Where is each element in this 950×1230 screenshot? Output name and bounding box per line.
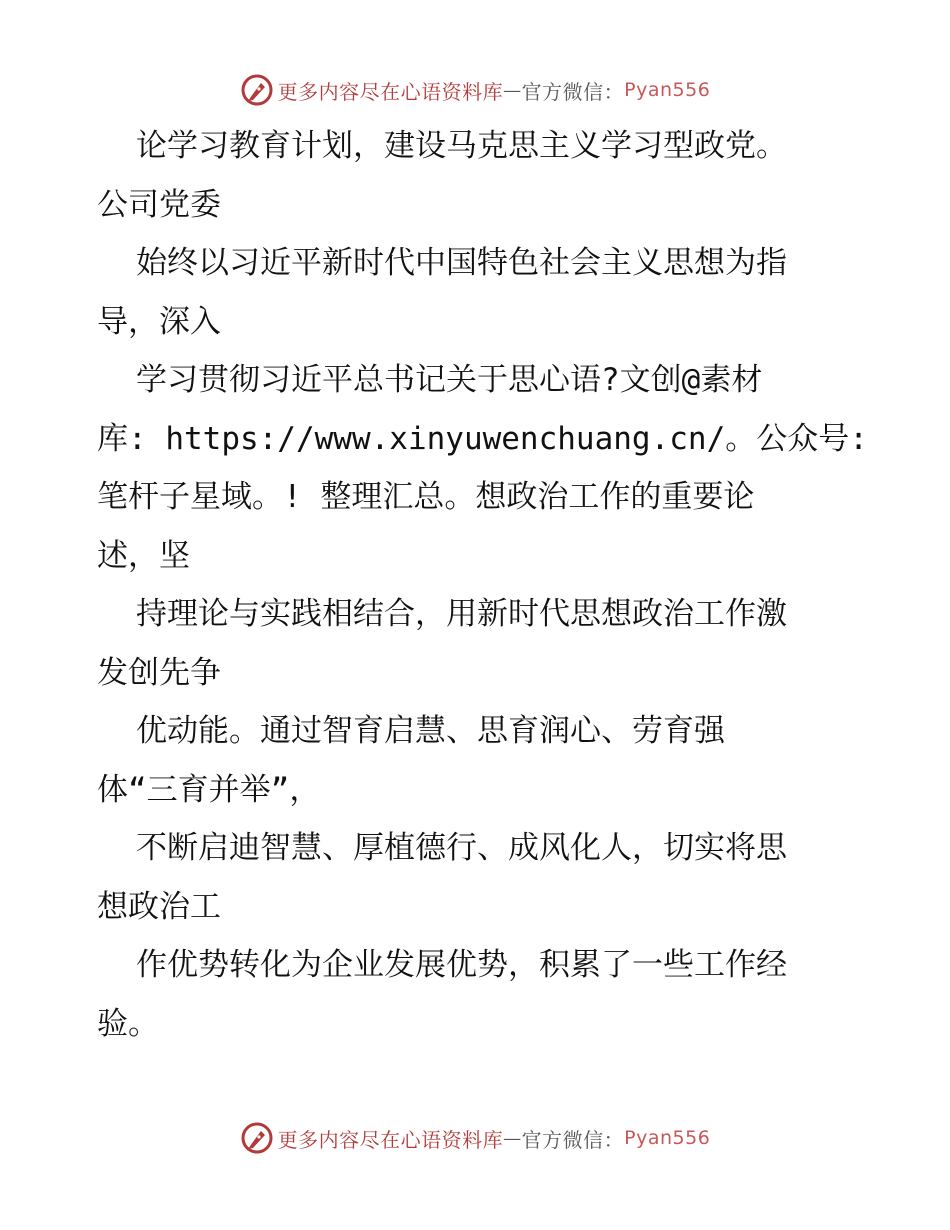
body-line: 述，坚: [97, 537, 190, 574]
pen-nib-logo-icon: [240, 73, 274, 107]
body-line-link: 库: https://www.xinyuwenchuang.cn/。公众号:: [97, 420, 868, 457]
body-line: 想政治工: [97, 888, 221, 925]
footer-banner: [0, 1118, 950, 1158]
body-text: [97, 117, 867, 1053]
pen-nib-logo-icon: [240, 1121, 274, 1155]
body-line: 体“三育并举”，: [97, 771, 321, 808]
body-line: 优动能。通过智育启慧、思育润心、劳育强: [136, 713, 725, 749]
banner-separator: —: [503, 1127, 522, 1149]
body-line: 论学习教育计划，建设马克思主义学习型政党。: [136, 128, 787, 164]
header-banner: [0, 70, 950, 110]
body-line: 公司党委: [97, 186, 221, 223]
banner-wechat-id: Pyan556: [624, 79, 711, 101]
banner-wechat-id: Pyan556: [624, 1127, 711, 1149]
body-line: 发创先争: [97, 654, 221, 691]
body-line: 验。: [97, 1005, 159, 1042]
banner-wechat-label: 官方微信：: [521, 79, 625, 104]
body-line: 持理论与实践相结合，用新时代思想政治工作激: [136, 596, 787, 632]
body-line: 学习贯彻习近平总书记关于思心语?文创@素材: [136, 362, 763, 398]
body-line: 始终以习近平新时代中国特色社会主义思想为指: [136, 245, 787, 281]
body-line: 导，深入: [97, 303, 221, 340]
body-line: 不断启迪智慧、厚植德行、成风化人，切实将思: [136, 830, 787, 866]
banner-brand-text: 更多内容尽在心语资料库: [277, 79, 504, 104]
banner-wechat-label: 官方微信：: [521, 1127, 625, 1152]
banner-brand-text: 更多内容尽在心语资料库: [277, 1127, 504, 1152]
banner-separator: —: [503, 79, 522, 101]
body-line: 笔杆子星域。! 整理汇总。想政治工作的重要论: [97, 479, 755, 515]
body-line: 作优势转化为企业发展优势，积累了一些工作经: [136, 947, 787, 983]
